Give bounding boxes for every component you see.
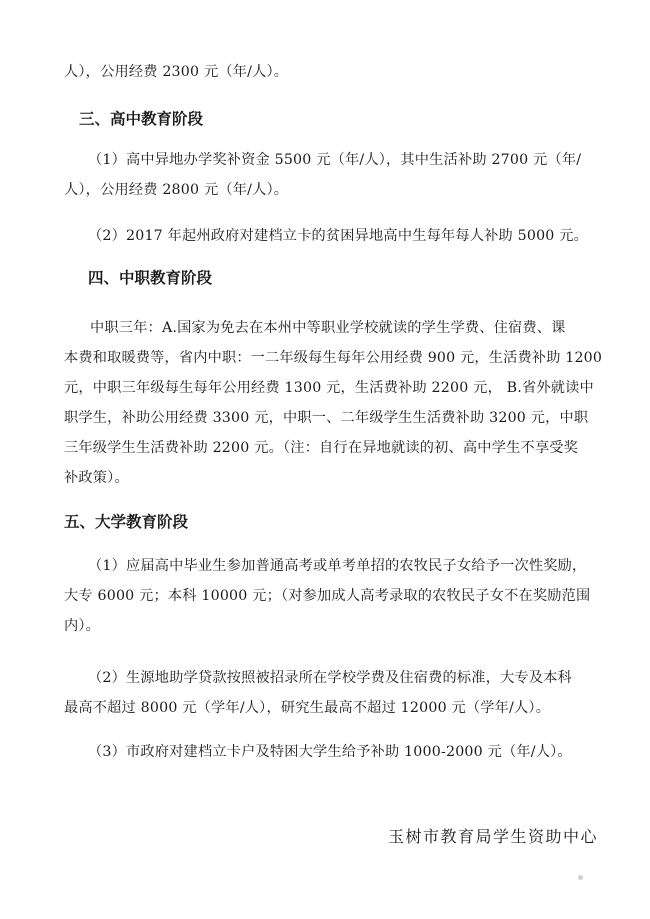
paragraph-line: （2）2017 年起州政府对建档立卡的贫困异地高中生每年每人补助 5000 元。	[88, 228, 589, 244]
paragraph-line: 元，中职三年级每生每年公用经费 1300 元，生活费补助 2200 元， B.省外就读中	[64, 380, 594, 396]
scan-speck	[578, 875, 583, 880]
signature-organization: 玉树市教育局学生资助中心	[388, 827, 599, 846]
paragraph-line: 本费和取暖费等，省内中职：一二年级每生每年公用经费 900 元，生活费补助 1200	[64, 350, 603, 366]
section-heading-vocational: 四、中职教育阶段	[88, 269, 213, 287]
paragraph-line: （1）高中异地办学奖补资金 5500 元（年/人），其中生活补助 2700 元（年/	[88, 152, 582, 168]
paragraph-line: （2）生源地助学贷款按照被招录所在学校学费及住宿费的标准，大专及本科	[88, 670, 573, 686]
paragraph-line: （1）应届高中毕业生参加普通高考或单考单招的农牧民子女给予一次性奖励，	[88, 558, 587, 574]
paragraph-line: 人），公用经费 2800 元（年/人）。	[64, 182, 289, 198]
intro-line: 人），公用经费 2300 元（年/人）。	[64, 64, 289, 80]
paragraph-line: 三年级学生生活费补助 2200 元。（注：自行在异地就读的初、高中学生不享受奖	[64, 440, 579, 456]
paragraph-line: 职学生，补助公用经费 3300 元，中职一、二年级学生生活费补助 3200 元，中职	[64, 410, 589, 426]
paragraph-line: 最高不超过 8000 元（学年/人），研究生最高不超过 12000 元（学年/人）。	[64, 700, 551, 716]
section-heading-high-school: 三、高中教育阶段	[79, 110, 204, 128]
paragraph-line: 内）。	[64, 618, 101, 634]
paragraph-line: 补政策）。	[64, 470, 129, 486]
section-heading-university: 五、大学教育阶段	[64, 513, 189, 531]
paragraph-line: 大专 6000 元；本科 10000 元；（对参加成人高考录取的农牧民子女不在奖励范围	[64, 588, 591, 604]
paragraph-line: 中职三年：A.国家为免去在本州中等职业学校就读的学生学费、住宿费、课	[90, 320, 566, 336]
paragraph-line: （3）市政府对建档立卡户及特困大学生给予补助 1000-2000 元（年/人）。	[88, 744, 572, 760]
